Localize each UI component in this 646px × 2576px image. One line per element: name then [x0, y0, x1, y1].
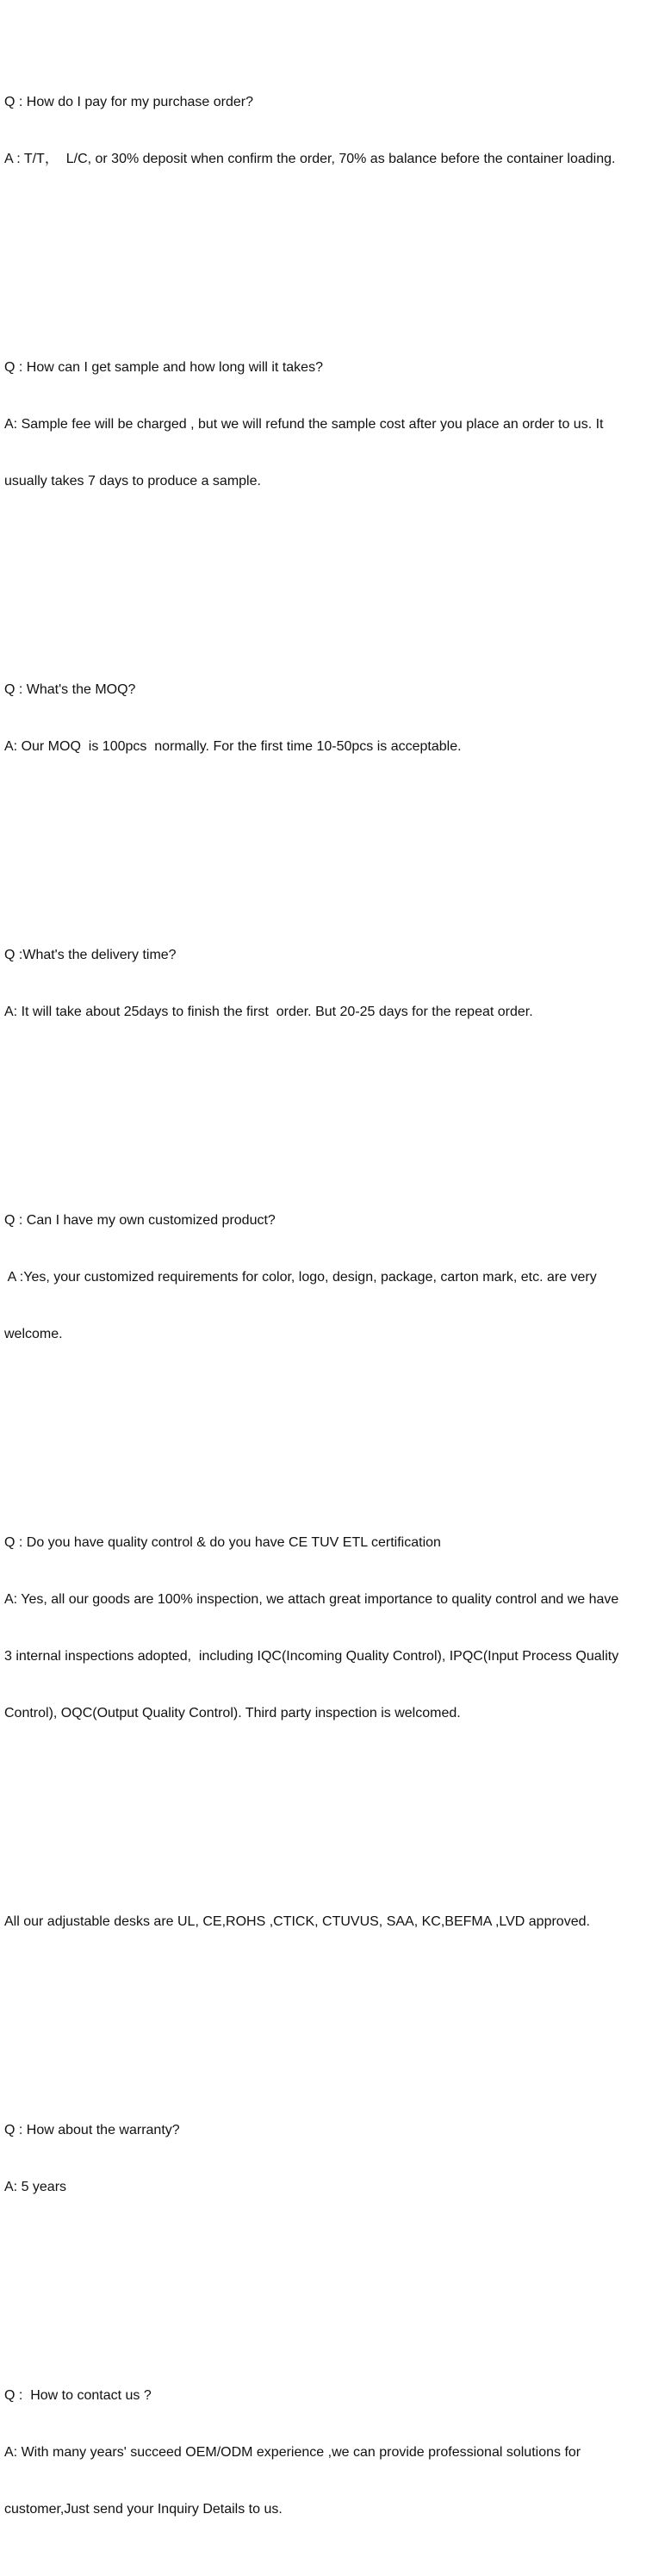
answer-warranty: A: 5 years [4, 2180, 67, 2194]
spacer [4, 2273, 642, 2292]
answer-customized-line-1: A :Yes, your customized requirements for color, logo, design, package, carton mark, etc. are very [4, 1270, 597, 1285]
faq-customized [4, 1173, 642, 1382]
answer-quality-line-1: A: Yes, all our goods are 100% inspection, we attach great importance to quality control and we have [4, 1592, 619, 1607]
faq-contact [4, 2349, 642, 2557]
answer-sample-line-2: usually takes 7 days to produce a sample. [4, 474, 261, 488]
answer-sample-line-1: A: Sample fee will be charged , but we will refund the sample cost after you place an order to us. It [4, 417, 604, 432]
faq-delivery [4, 908, 642, 1060]
question-delivery: Q :What's the delivery time? [4, 948, 177, 962]
spacer [4, 2007, 642, 2026]
faq-quality [4, 1496, 642, 1761]
answer-quality-line-2: 3 internal inspections adopted, including IQC(Incoming Quality Control), IPQC(Input Process Quality [4, 1649, 619, 1664]
faq-sample [4, 320, 642, 529]
answer-payment: A : T/T， L/C, or 30% deposit when confirm the order, 70% as balance before the container loading. [4, 152, 616, 166]
answer-contact-line-1: A: With many years' succeed OEM/ODM experience ,we can provide professional solutions for [4, 2445, 581, 2460]
question-warranty: Q : How about the warranty? [4, 2123, 180, 2137]
spacer [4, 567, 642, 586]
spacer [4, 1098, 642, 1117]
answer-quality-line-3: Control), OQC(Output Quality Control). Third party inspection is welcomed. [4, 1706, 461, 1720]
spacer [4, 832, 642, 851]
faq-document [4, 17, 642, 2576]
certifications-text: All our adjustable desks are UL, CE,ROHS ,CTICK, CTUVUS, SAA, KC,BEFMA ,LVD approved. [4, 1914, 590, 1929]
answer-moq: A: Our MOQ is 100pcs normally. For the first time 10-50pcs is acceptable. [4, 739, 462, 754]
spacer [4, 245, 642, 264]
question-contact: Q : How to contact us ? [4, 2388, 152, 2403]
question-sample: Q : How can I get sample and how long will it takes? [4, 360, 323, 375]
faq-payment [4, 55, 642, 207]
spacer [4, 1799, 642, 1818]
answer-contact-line-2: customer,Just send your Inquiry Details to us. [4, 2502, 283, 2517]
question-moq: Q : What's the MOQ? [4, 682, 136, 697]
answer-customized-line-2: welcome. [4, 1327, 63, 1341]
certifications-statement [4, 1875, 642, 1969]
question-quality: Q : Do you have quality control & do you have CE TUV ETL certification [4, 1535, 441, 1550]
answer-delivery: A: It will take about 25days to finish the first order. But 20-25 days for the repeat order. [4, 1005, 533, 1019]
question-customized: Q : Can I have my own customized product? [4, 1213, 276, 1228]
question-payment: Q : How do I pay for my purchase order? [4, 95, 254, 109]
faq-warranty [4, 2083, 642, 2235]
faq-moq [4, 643, 642, 794]
spacer [4, 1420, 642, 1439]
